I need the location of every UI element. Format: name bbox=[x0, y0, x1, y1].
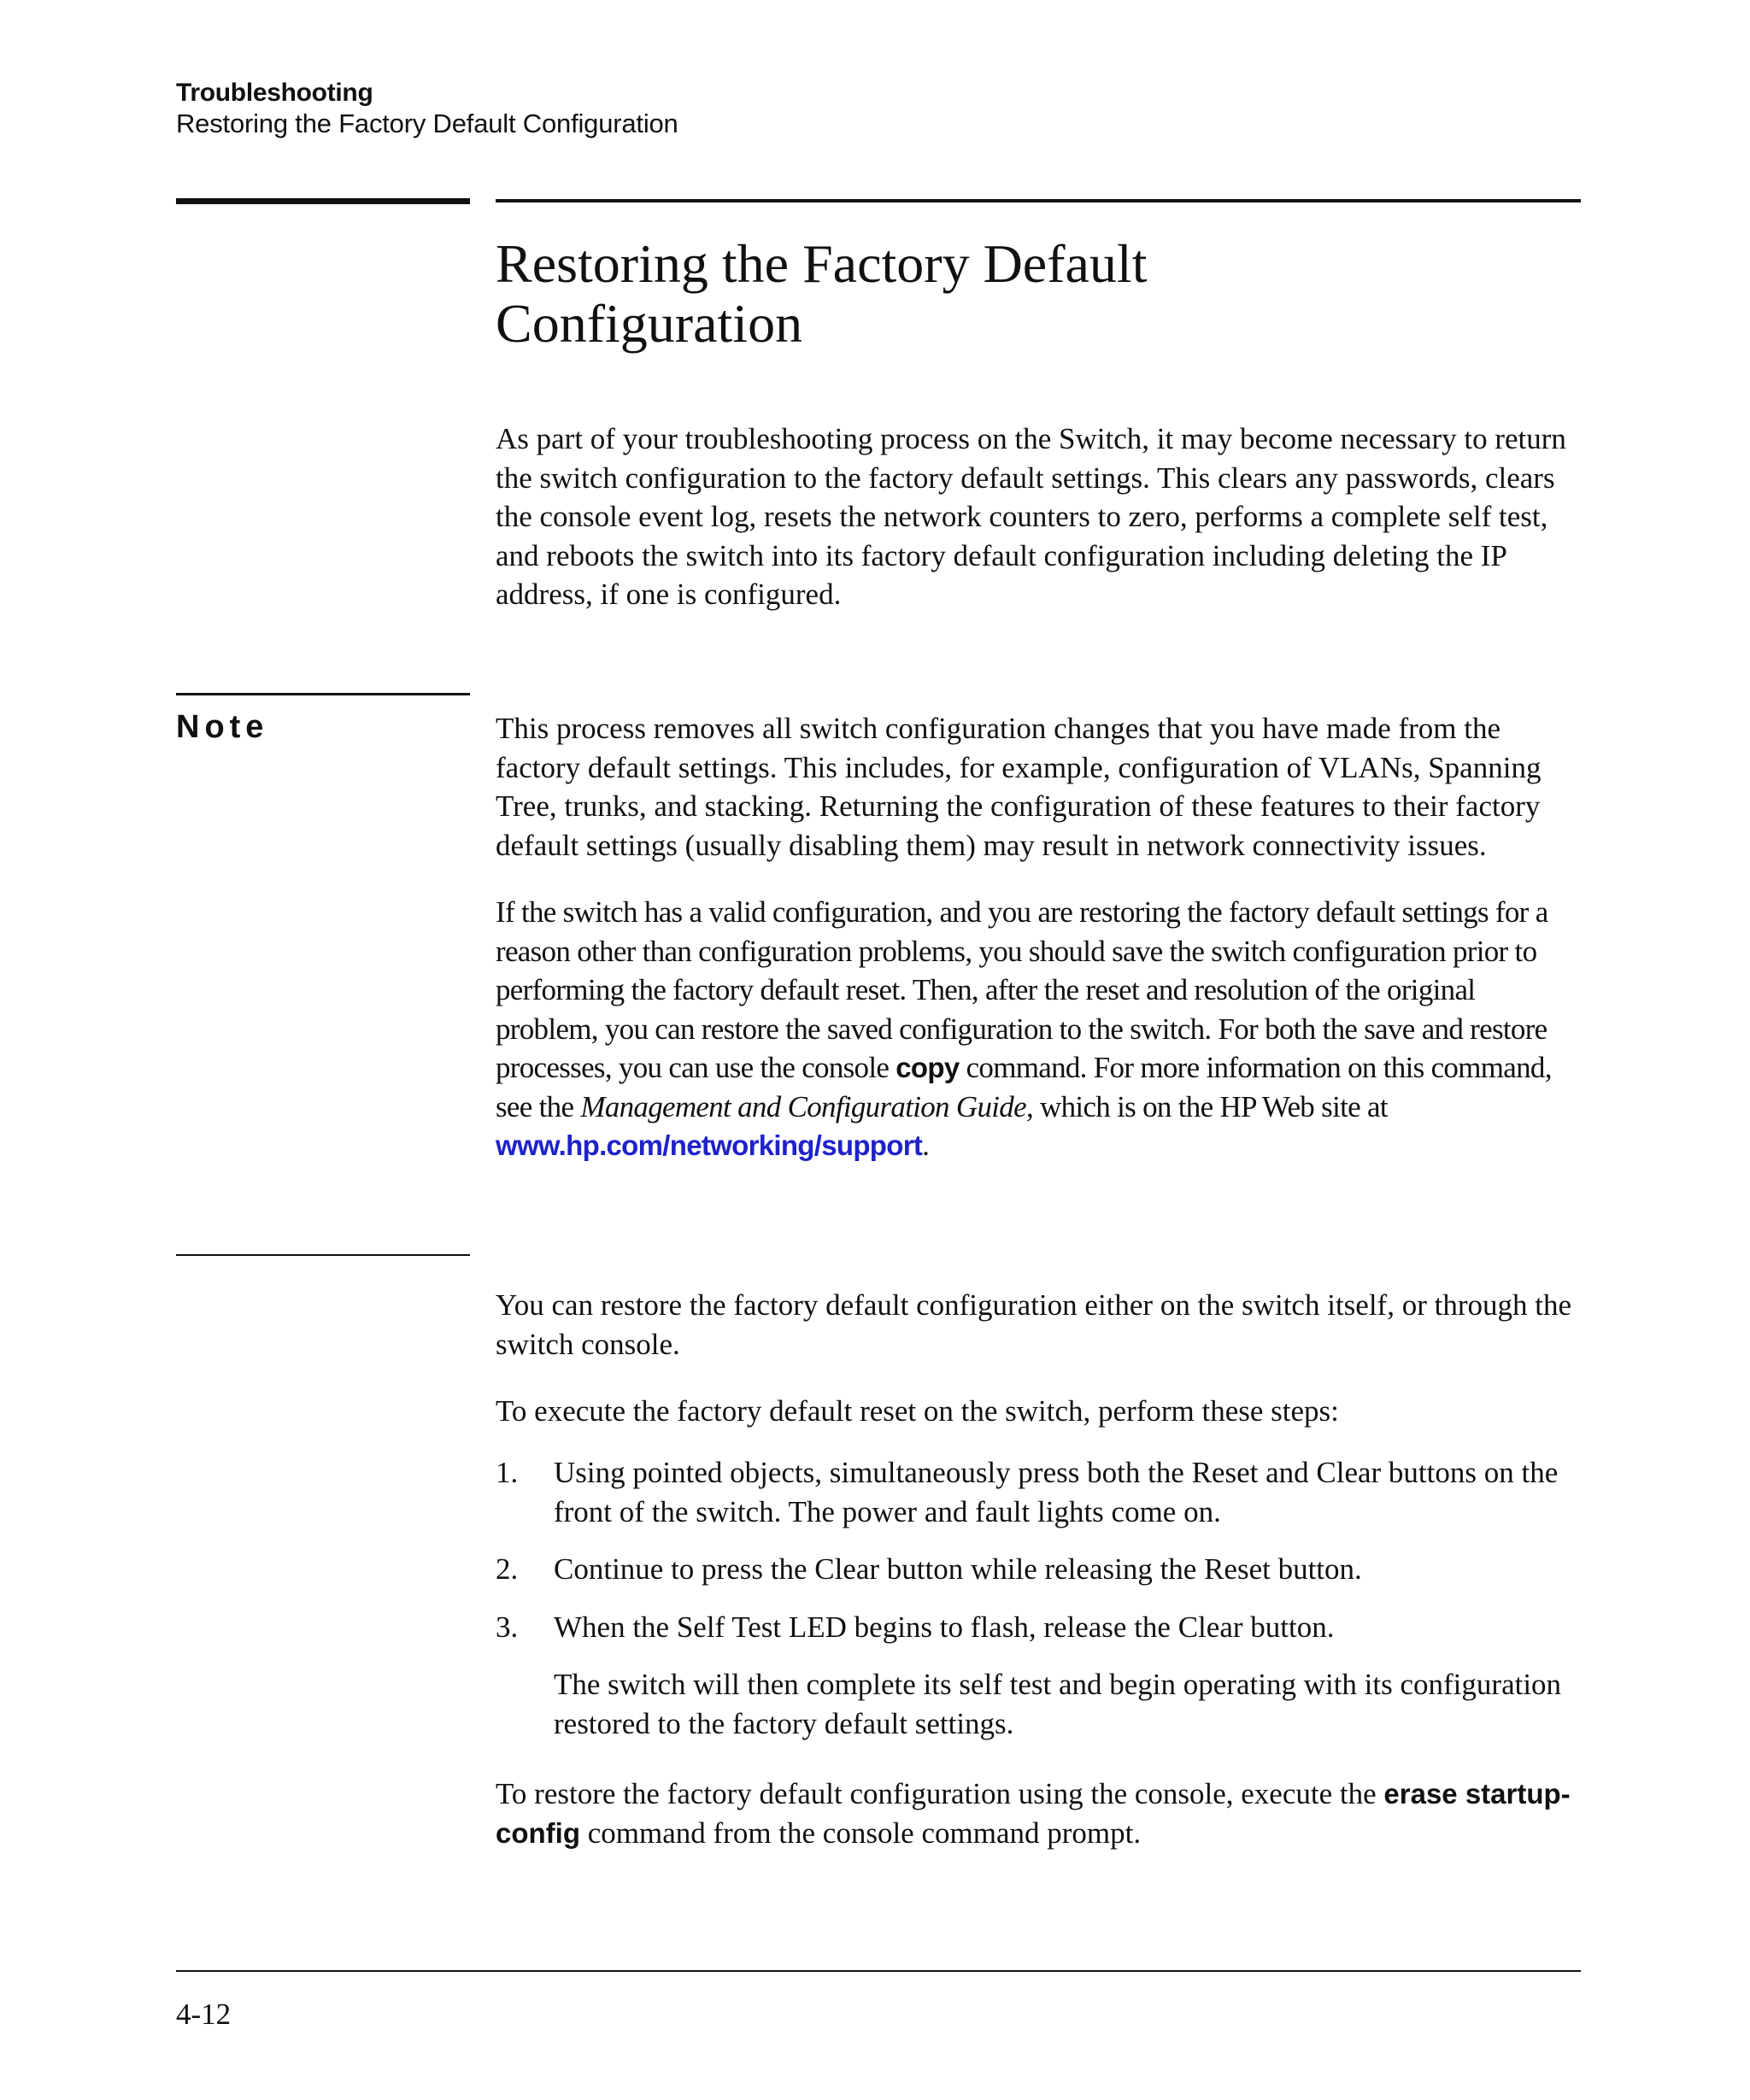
note-paragraph-2-text-a: If the switch has a valid configuration, and you are restoring the factory default settings for a reason other than configuration problems, you should save the switch configuration prior to performing the factory default reset. Then, after the reset and resolution of the original problem, you can restore the saved configuration to the switch. For both the save and restore processes, you can use the console bbox=[496, 895, 1548, 1084]
page-title-line-1: Restoring the Factory Default bbox=[496, 233, 1148, 294]
note-top-rule bbox=[176, 693, 470, 695]
console-paragraph bbox=[496, 1774, 1581, 1852]
note-paragraph-2-text-c: , which is on the HP Web site at bbox=[1025, 1089, 1388, 1123]
step-number: 1. bbox=[496, 1456, 519, 1489]
note-label: Note bbox=[176, 709, 269, 745]
step-number: 3. bbox=[496, 1610, 519, 1644]
steps-list bbox=[496, 1453, 1581, 1743]
page-title bbox=[496, 234, 1589, 354]
intro-paragraph: As part of your troubleshooting process on the Switch, it may become necessary to return the switch configuration to the factory default settings. This clears any passwords, clears the console event log, resets the network counters to zero, performs a complete self test, and reboots the switch into its factory default configuration including deleting the IP address, if one is configured. bbox=[496, 422, 1566, 611]
list-item bbox=[496, 1453, 1581, 1531]
methods-paragraph: You can restore the factory default configuration either on the switch itself, or through the switch console. bbox=[496, 1288, 1571, 1361]
note-bottom-rule bbox=[176, 1254, 470, 1256]
step-result bbox=[496, 1665, 1581, 1743]
note-body bbox=[496, 709, 1581, 1165]
console-paragraph-block bbox=[496, 1774, 1581, 1852]
note-paragraph-2-text-b: command. For more information on this command, see the bbox=[496, 1051, 1552, 1123]
list-item bbox=[496, 1550, 1581, 1589]
intro-paragraph-block bbox=[496, 419, 1581, 614]
console-paragraph-text-a: To restore the factory default configuration using the console, execute the bbox=[496, 1777, 1384, 1810]
note-paragraph-1: This process removes all switch configuration changes that you have made from the factory default settings. This includes, for example, configuration of VLANs, Spanning Tree, trunks, and stacking. Returning the configuration of these features to their factory default settings (usually disabling them) may result in network connectivity issues. bbox=[496, 712, 1542, 862]
note-paragraph-2 bbox=[496, 893, 1581, 1165]
step-text: When the Self Test LED begins to flash, release the Clear button. bbox=[554, 1610, 1335, 1644]
support-link[interactable]: www.hp.com/networking/support bbox=[496, 1129, 923, 1161]
step-number: 2. bbox=[496, 1552, 519, 1586]
step-result-text: The switch will then complete its self test and begin operating with its configuration restored to the factory default settings. bbox=[554, 1668, 1562, 1740]
running-header-section: Troubleshooting bbox=[176, 79, 373, 107]
erase-command: erase startup-config bbox=[496, 1778, 1571, 1849]
copy-command: copy bbox=[896, 1052, 960, 1083]
page-number: 4-12 bbox=[176, 1997, 232, 2031]
step-text: Continue to press the Clear button while releasing the Reset button. bbox=[554, 1552, 1362, 1586]
console-paragraph-text-b: command from the console command prompt. bbox=[579, 1816, 1142, 1850]
list-item bbox=[496, 1608, 1581, 1647]
step-text: Using pointed objects, simultaneously press both the Reset and Clear buttons on the front of the switch. The power and fault lights come on. bbox=[554, 1456, 1559, 1528]
footer-rule bbox=[176, 1970, 1581, 1972]
steps-intro: To execute the factory default reset on the switch, perform these steps: bbox=[496, 1394, 1339, 1428]
note-paragraph-2-end: . bbox=[922, 1129, 930, 1162]
page-title-line-2: Configuration bbox=[496, 293, 803, 354]
guide-title: Management and Configuration Guide bbox=[580, 1089, 1026, 1123]
heading-rule bbox=[496, 199, 1581, 202]
running-header-topic: Restoring the Factory Default Configuration bbox=[176, 109, 678, 138]
margin-heading-rule bbox=[176, 198, 470, 204]
methods-paragraph-block bbox=[496, 1286, 1581, 1431]
